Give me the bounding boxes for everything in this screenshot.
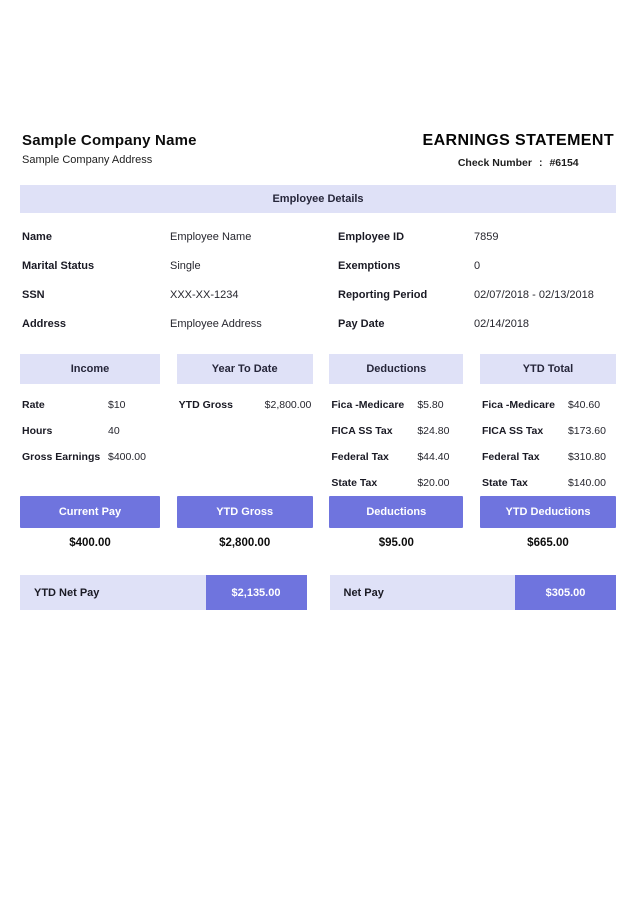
details-row (22, 222, 614, 251)
detail-value-marital-status: Single (170, 259, 201, 272)
income-row-rate (22, 392, 160, 418)
company-address: Sample Company Address (22, 154, 153, 166)
detail-value-employee-id: 7859 (474, 230, 499, 243)
deductions-button: Deductions (329, 496, 463, 528)
row-value: $173.60 (567, 425, 606, 437)
check-number-separator: : (538, 157, 543, 169)
current-pay-amount: $400.00 (69, 537, 111, 549)
row-label: Hours (22, 425, 53, 437)
net-pay-bar (330, 575, 617, 610)
ytd-total-row-state-tax (482, 470, 616, 496)
row-label: Fica -Medicare (481, 399, 555, 411)
row-label: Federal Tax (481, 451, 540, 463)
row-label: Rate (22, 399, 45, 411)
check-number-value: #6154 (549, 157, 579, 169)
company-name: Sample Company Name (22, 132, 197, 149)
details-row (22, 309, 614, 338)
row-value: $5.80 (417, 399, 444, 411)
ytd-gross-button: YTD Gross (177, 496, 313, 528)
row-value: $400.00 (108, 451, 146, 463)
detail-value-address: Employee Address (170, 317, 262, 330)
statement-title: EARNINGS STATEMENT (422, 132, 614, 149)
ytd-net-pay-label: YTD Net Pay (34, 586, 100, 599)
money-columns (20, 354, 616, 496)
deductions-row-fica-medicare (331, 392, 463, 418)
row-label: State Tax (481, 477, 528, 489)
ytd-gross-amount: $2,800.00 (219, 537, 271, 549)
row-label: Federal Tax (331, 451, 389, 463)
row-label: FICA SS Tax (481, 425, 544, 437)
row-label: FICA SS Tax (331, 425, 393, 437)
detail-label-address: Address (22, 317, 67, 330)
row-value: $20.00 (417, 477, 450, 489)
detail-label-pay-date: Pay Date (338, 317, 385, 330)
deductions-amount: $95.00 (378, 537, 414, 549)
employee-details-header: Employee Details (20, 185, 616, 213)
row-value: $40.60 (567, 399, 601, 411)
net-pay-label: Net Pay (343, 586, 384, 599)
row-label: Gross Earnings (22, 451, 101, 463)
deductions-row-state-tax (331, 470, 463, 496)
summary-buttons-row (20, 496, 616, 528)
row-label: YTD Gross (178, 399, 233, 411)
income-row-gross-earnings (22, 444, 160, 470)
current-pay-button: Current Pay (20, 496, 160, 528)
detail-label-exemptions: Exemptions (338, 259, 401, 272)
net-pay-row (20, 575, 616, 610)
details-row (22, 251, 614, 280)
row-value: $310.80 (567, 451, 606, 463)
detail-value-reporting-period: 02/07/2018 - 02/13/2018 (474, 288, 594, 301)
check-number (423, 157, 615, 169)
income-column (20, 354, 160, 470)
deductions-row-fica-ss-tax (331, 418, 463, 444)
row-label: State Tax (331, 477, 378, 489)
ytd-deductions-amount: $665.00 (527, 537, 569, 549)
ytd-total-rows (480, 392, 616, 496)
deductions-header: Deductions (329, 354, 463, 384)
details-row (22, 280, 614, 309)
deductions-row-federal-tax (331, 444, 463, 470)
net-pay-amount: $305.00 (515, 575, 616, 610)
detail-label-marital-status: Marital Status (22, 259, 95, 272)
detail-value-exemptions: 0 (474, 259, 481, 272)
document-header (20, 132, 616, 169)
ytd-total-header: YTD Total (480, 354, 616, 384)
year-to-date-header: Year To Date (177, 354, 313, 384)
detail-label-employee-id: Employee ID (338, 230, 405, 243)
year-to-date-column (177, 354, 313, 418)
row-value: $24.80 (417, 425, 450, 437)
row-label: Fica -Medicare (331, 399, 405, 411)
deductions-rows (329, 392, 463, 496)
income-header: Income (20, 354, 160, 384)
ytd-net-pay-amount: $2,135.00 (206, 575, 307, 610)
ytd-total-row-fica-medicare (482, 392, 616, 418)
row-value: 40 (108, 425, 120, 437)
row-value: $2,800.00 (264, 399, 312, 411)
row-value: $44.40 (417, 451, 450, 463)
detail-value-ssn: XXX-XX-1234 (170, 288, 239, 301)
detail-value-pay-date: 02/14/2018 (474, 317, 530, 330)
row-value: $10 (108, 399, 126, 411)
statement-block (423, 132, 615, 169)
detail-label-name: Name (22, 230, 52, 243)
check-number-label: Check Number (457, 157, 532, 169)
income-row-hours (22, 418, 160, 444)
ytd-row-gross (179, 392, 313, 418)
ytd-deductions-button: YTD Deductions (480, 496, 616, 528)
detail-value-name: Employee Name (170, 230, 252, 243)
detail-label-reporting-period: Reporting Period (338, 288, 428, 301)
deductions-column (329, 354, 463, 496)
income-rows (20, 392, 160, 470)
year-to-date-rows (177, 392, 313, 418)
detail-label-ssn: SSN (22, 288, 45, 301)
row-value: $140.00 (567, 477, 606, 489)
ytd-total-row-fica-ss-tax (482, 418, 616, 444)
company-block (22, 132, 197, 166)
summary-amounts-row (20, 537, 616, 549)
ytd-total-column (480, 354, 616, 496)
employee-details-grid (20, 222, 616, 338)
ytd-total-row-federal-tax (482, 444, 616, 470)
ytd-net-pay-bar (20, 575, 307, 610)
